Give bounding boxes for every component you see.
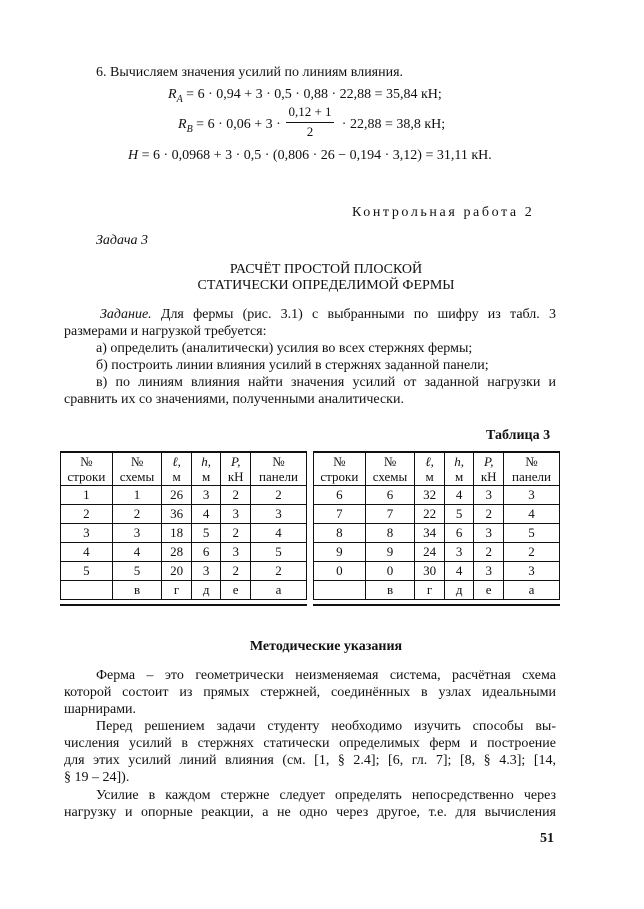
left-header-col-0: № строки (61, 453, 113, 486)
task-title-line-2: СТАТИЧЕСКИ ОПРЕДЕЛИМОЙ ФЕРМЫ (197, 278, 455, 293)
left-footer-c3: д (191, 581, 221, 600)
left-footer-c2: г (162, 581, 192, 600)
right-header-col-4: P, кН (474, 453, 504, 486)
right-cell-r4-c1: 0 (365, 562, 415, 581)
right-cell-r0-c3: 4 (444, 486, 474, 505)
right-header-col-5: № панели (503, 453, 559, 486)
left-cell-r3-c4: 3 (221, 543, 251, 562)
left-cell-r0-c0: 1 (61, 486, 113, 505)
left-cell-r1-c1: 2 (112, 505, 162, 524)
table-row (61, 524, 307, 543)
table-row (314, 562, 560, 581)
right-cell-r4-c3: 4 (444, 562, 474, 581)
right-cell-r3-c2: 24 (415, 543, 445, 562)
assignment-line-1-text: Для фермы (рис. 3.1) с выбранными по шифру из табл. 3 (151, 307, 556, 322)
right-cell-r3-c5: 2 (503, 543, 559, 562)
table-row (314, 505, 560, 524)
table-row (61, 543, 307, 562)
right-cell-r2-c3: 6 (444, 524, 474, 543)
left-cell-r0-c5: 2 (250, 486, 306, 505)
right-cell-r4-c0: 0 (314, 562, 366, 581)
page-number: 51 (540, 831, 554, 846)
right-cell-r1-c0: 7 (314, 505, 366, 524)
fraction-denominator: 2 (306, 124, 314, 139)
right-cell-r1-c4: 2 (474, 505, 504, 524)
paragraph-2-line-3: для этих усилий линий влияния (см. [1, § 2.4]; [6, гл. 7]; [8, § 4.3]; [14, (64, 753, 556, 768)
right-footer-c5: а (503, 581, 559, 600)
left-cell-r2-c2: 18 (162, 524, 192, 543)
right-cell-r1-c5: 4 (503, 505, 559, 524)
equation-rb-part1: = 6 · 0,06 + 3 · (192, 117, 285, 132)
table-row (61, 486, 307, 505)
paragraph-1-line-1: Ферма – это геометрически неизменяемая система, расчётная схема (96, 668, 556, 683)
table-right-bottom-rule (313, 604, 560, 606)
right-cell-r3-c1: 9 (365, 543, 415, 562)
step-6-text: 6. Вычисляем значения усилий по линиям влияния. (96, 65, 404, 80)
left-cell-r1-c2: 36 (162, 505, 192, 524)
left-cell-r3-c0: 4 (61, 543, 113, 562)
left-footer-c4: е (221, 581, 251, 600)
table-footer-row (61, 581, 307, 600)
equation-ra-lhs: R (168, 87, 177, 102)
right-cell-r0-c1: 6 (365, 486, 415, 505)
fraction-numerator: 0,12 + 1 (288, 104, 332, 119)
right-footer-c1: в (365, 581, 415, 600)
left-cell-r2-c4: 2 (221, 524, 251, 543)
left-cell-r3-c3: 6 (191, 543, 221, 562)
left-header-col-1: № схемы (112, 453, 162, 486)
right-cell-r0-c2: 32 (415, 486, 445, 505)
left-cell-r1-c4: 3 (221, 505, 251, 524)
right-cell-r4-c2: 30 (415, 562, 445, 581)
equation-rb-sub: B (186, 123, 193, 135)
right-cell-r0-c5: 3 (503, 486, 559, 505)
data-table-right (313, 452, 560, 600)
equation-h-lhs: H (128, 148, 139, 163)
table-row (314, 543, 560, 562)
paragraph-2-line-2: числения усилий в стержнях статически определимых ферм и построение (64, 736, 556, 751)
assignment-item-a: а) определить (аналитически) усилия во всех стержнях фермы; (96, 341, 473, 356)
left-cell-r4-c3: 3 (191, 562, 221, 581)
table-caption: Таблица 3 (486, 428, 551, 443)
left-cell-r4-c4: 2 (221, 562, 251, 581)
left-cell-r0-c4: 2 (221, 486, 251, 505)
left-header-col-3: h, м (191, 453, 221, 486)
right-cell-r1-c3: 5 (444, 505, 474, 524)
section-heading-kontrol: Контрольная работа 2 (352, 205, 535, 220)
left-cell-r4-c5: 2 (250, 562, 306, 581)
assignment-item-b: б) построить линии влияния усилий в стержнях заданной панели; (96, 358, 489, 373)
left-cell-r4-c0: 5 (61, 562, 113, 581)
right-cell-r1-c1: 7 (365, 505, 415, 524)
equation-h (128, 147, 492, 164)
right-header-col-2: ℓ, м (415, 453, 445, 486)
paragraph-3-line-1: Усилие в каждом стержне следует определять непосредственно через (96, 788, 556, 803)
assignment-label: Задание. (100, 307, 152, 322)
table-row (61, 562, 307, 581)
assignment-line-1 (96, 306, 556, 323)
left-cell-r3-c2: 28 (162, 543, 192, 562)
left-header-col-2: ℓ, м (162, 453, 192, 486)
right-cell-r0-c4: 3 (474, 486, 504, 505)
right-cell-r1-c2: 22 (415, 505, 445, 524)
table-row (314, 524, 560, 543)
left-cell-r4-c1: 5 (112, 562, 162, 581)
left-cell-r2-c3: 5 (191, 524, 221, 543)
right-header-col-3: h, м (444, 453, 474, 486)
left-footer-c5: а (250, 581, 306, 600)
task-label: Задача 3 (96, 233, 149, 248)
left-cell-r2-c1: 3 (112, 524, 162, 543)
left-cell-r4-c2: 20 (162, 562, 192, 581)
right-cell-r4-c4: 3 (474, 562, 504, 581)
table-row (61, 505, 307, 524)
equation-rb-part2: · 22,88 = 38,8 кН; (338, 117, 446, 132)
table-left-bottom-rule (60, 604, 307, 606)
methodical-guidelines-heading: Методические указания (249, 639, 403, 654)
left-cell-r0-c3: 3 (191, 486, 221, 505)
right-footer-c0 (314, 581, 366, 600)
task-title-line-1: РАСЧЁТ ПРОСТОЙ ПЛОСКОЙ (229, 262, 423, 277)
right-cell-r2-c2: 34 (415, 524, 445, 543)
right-header-col-1: № схемы (365, 453, 415, 486)
paragraph-2-line-1: Перед решением задачи студенту необходимо изучить способы вы- (96, 719, 556, 734)
equation-rb-lhs: R (178, 117, 187, 132)
paragraph-1-line-2: которой состоит из прямых стержней, соединённых в узлах идеальными (64, 685, 556, 700)
right-cell-r2-c5: 5 (503, 524, 559, 543)
right-cell-r3-c4: 2 (474, 543, 504, 562)
assignment-line-2: размерами и нагрузкой требуется: (64, 324, 267, 339)
paragraph-1-line-3: шарнирами. (64, 702, 137, 717)
fraction-bar (286, 122, 334, 123)
equation-ra-sub: A (176, 93, 183, 105)
right-footer-c2: г (415, 581, 445, 600)
left-header-col-5: № панели (250, 453, 306, 486)
paragraph-3-line-2: нагрузку и опорные реакции, а не одно через другое, т.е. для вычисления (64, 805, 556, 820)
table-row (314, 486, 560, 505)
left-cell-r0-c2: 26 (162, 486, 192, 505)
left-header-col-4: P, кН (221, 453, 251, 486)
left-cell-r1-c0: 2 (61, 505, 113, 524)
left-footer-c0 (61, 581, 113, 600)
paragraph-2-line-4: § 19 – 24]). (64, 770, 130, 785)
right-header-col-0: № строки (314, 453, 366, 486)
right-footer-c3: д (444, 581, 474, 600)
data-table-left (60, 452, 307, 600)
table-footer-row (314, 581, 560, 600)
right-cell-r0-c0: 6 (314, 486, 366, 505)
right-cell-r3-c3: 3 (444, 543, 474, 562)
right-cell-r2-c0: 8 (314, 524, 366, 543)
left-footer-c1: в (112, 581, 162, 600)
right-cell-r2-c4: 3 (474, 524, 504, 543)
left-cell-r1-c5: 3 (250, 505, 306, 524)
right-footer-c4: е (474, 581, 504, 600)
left-cell-r3-c1: 4 (112, 543, 162, 562)
right-cell-r2-c1: 8 (365, 524, 415, 543)
right-cell-r3-c0: 9 (314, 543, 366, 562)
right-cell-r4-c5: 3 (503, 562, 559, 581)
assignment-item-c-line-2: сравнить их со значениями, полученными аналитически. (64, 392, 404, 407)
left-cell-r2-c5: 4 (250, 524, 306, 543)
left-cell-r1-c3: 4 (191, 505, 221, 524)
left-cell-r3-c5: 5 (250, 543, 306, 562)
left-cell-r0-c1: 1 (112, 486, 162, 505)
left-cell-r2-c0: 3 (61, 524, 113, 543)
assignment-item-c-line-1: в) по линиям влияния найти значения усилий от заданной нагрузки и (96, 375, 556, 390)
equation-h-rhs: = 6 · 0,0968 + 3 · 0,5 · (0,806 · 26 − 0,194 · 3,12) = 31,11 кН. (138, 148, 492, 163)
equation-ra-rhs: = 6 · 0,94 + 3 · 0,5 · 0,88 · 22,88 = 35,84 кН; (182, 87, 442, 102)
